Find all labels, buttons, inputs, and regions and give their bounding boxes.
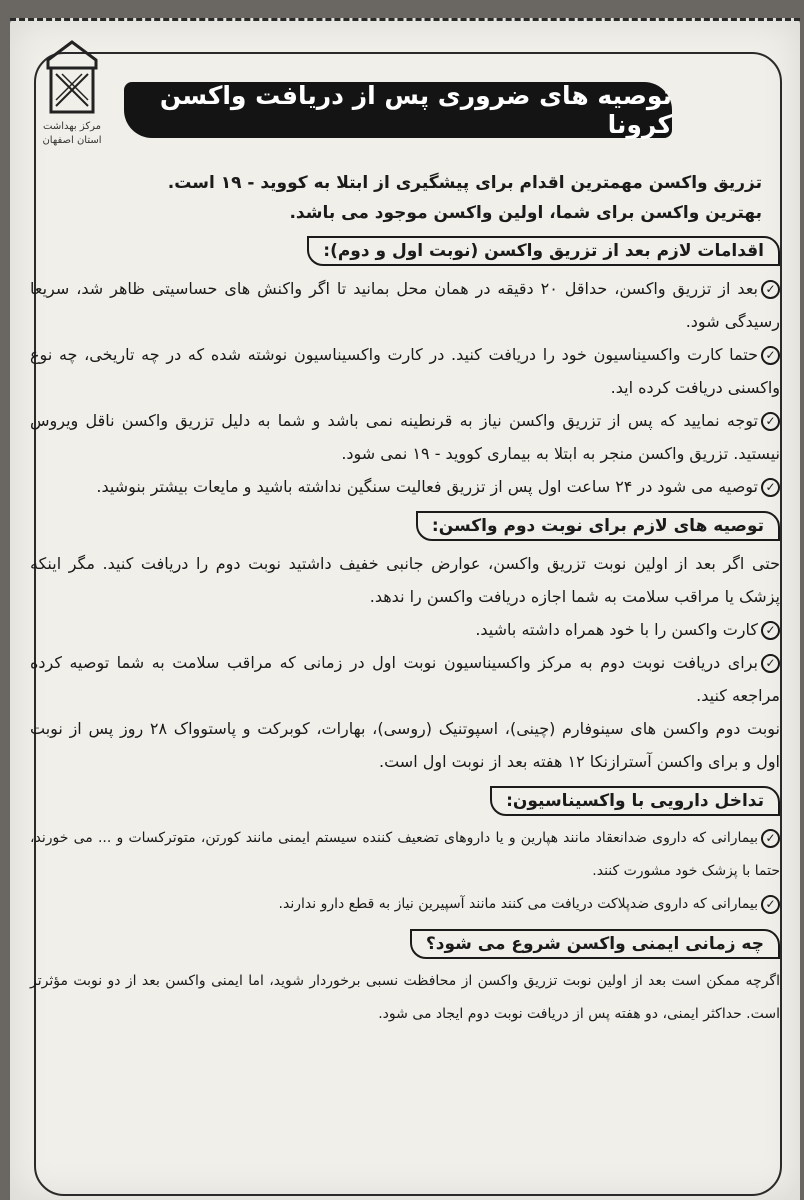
check-icon: ✓	[761, 621, 780, 640]
section-immunity-header: چه زمانی ایمنی واکسن شروع می شود؟	[410, 929, 780, 959]
list-item	[30, 888, 780, 921]
health-center-logo	[24, 38, 120, 148]
page-title: توصیه های ضروری پس از دریافت واکسن کرونا	[124, 82, 672, 138]
item-text: بیمارانی که داروی ضدانعقاد مانند هپارین و یا داروهای تضعیف کننده سیستم ایمنی مانند کورتن، متوترکسات و ... می خورند، حتما با پزشک خود مشورت کنند.	[30, 830, 780, 879]
item-text: کارت واکسن را با خود همراه داشته باشید.	[475, 620, 758, 639]
section-second-dose-header: توصیه های لازم برای نوبت دوم واکسن:	[416, 511, 780, 541]
list-item	[30, 338, 780, 404]
check-icon: ✓	[761, 829, 780, 848]
intro-line-1: تزریق واکسن مهمترین اقدام برای پیشگیری از ابتلا به کووید - ۱۹ است.	[167, 173, 762, 193]
list-item	[30, 613, 780, 646]
item-text: برای دریافت نوبت دوم به مرکز واکسیناسیون نوبت اول در زمانی که مراقب سلامت به شما توصیه کرده مراجعه کنید.	[30, 653, 780, 705]
list-item	[30, 646, 780, 712]
intro-line-2: بهترین واکسن برای شما، اولین واکسن موجود می باشد.	[289, 203, 762, 223]
list-item	[30, 470, 780, 503]
list-item	[30, 272, 780, 338]
list-item	[30, 404, 780, 470]
logo-org-line1: مرکز بهداشت	[43, 121, 101, 132]
flyer-paper	[10, 18, 800, 1200]
check-icon: ✓	[761, 280, 780, 299]
section-drug-interaction-header: تداخل دارویی با واکسیناسیون:	[490, 786, 780, 816]
second-dose-timing-paragraph: نوبت دوم واکسن های سینوفارم (چینی)، اسپوتنیک (روسی)، بهارات، کوبرکت و پاستوواک ۲۸ روز پس از نوبت اول و برای واکسن آسترازنکا ۱۲ هفته بعد از نوبت اول است.	[30, 719, 780, 771]
list-item	[30, 822, 780, 888]
check-icon: ✓	[761, 895, 780, 914]
item-text: حتما کارت واکسیناسیون خود را دریافت کنید. در کارت واکسیناسیون نوشته شده که در چه تاریخی، چه نوع واکسنی دریافت کرده اید.	[30, 345, 780, 397]
immunity-paragraph: اگرچه ممکن است بعد از اولین نوبت تزریق واکسن از محافظت نسبی برخوردار شوید، اما ایمنی واکسن بعد از دو نوبت مؤثرتر است. حداکثر ایمنی، دو هفته پس از دریافت نوبت دوم ایجاد می شود.	[30, 973, 780, 1022]
flyer-content	[30, 168, 780, 1031]
emblem-icon	[42, 38, 102, 120]
check-icon: ✓	[761, 346, 780, 365]
check-icon: ✓	[761, 478, 780, 497]
check-icon: ✓	[761, 412, 780, 431]
logo-org-line2: استان اصفهان	[42, 135, 102, 146]
section-after-injection-header: اقدامات لازم بعد از تزریق واکسن (نوبت اول و دوم):	[307, 236, 780, 266]
top-dashed-line	[10, 18, 800, 35]
item-text: بیمارانی که داروی ضدپلاکت دریافت می کنند مانند آسپیرین نیاز به قطع دارو ندارند.	[278, 896, 758, 912]
item-text: بعد از تزریق واکسن، حداقل ۲۰ دقیقه در همان محل بمانید تا اگر واکنش های حساسیتی ظاهر شد، سریعا رسیدگی شود.	[30, 279, 780, 331]
check-icon: ✓	[761, 654, 780, 673]
item-text: توصیه می شود در ۲۴ ساعت اول پس از تزریق فعالیت سنگین نداشته باشید و مایعات بیشتر بنوشید.	[96, 477, 758, 496]
second-dose-paragraph: حتی اگر بعد از اولین نوبت تزریق واکسن، عوارض جانبی خفیف داشتید نوبت دوم را دریافت کنید. مگر اینکه پزشک یا مراقب سلامت به شما اجازه دریافت واکسن را ندهد.	[30, 554, 780, 606]
item-text: توجه نمایید که پس از تزریق واکسن نیاز به قرنطینه نمی باشد و شما به دلیل تزریق واکسن ناقل ویروس نیستید. تزریق واکسن منجر به ابتلا به بیماری کووید - ۱۹ نمی شود.	[30, 411, 780, 463]
